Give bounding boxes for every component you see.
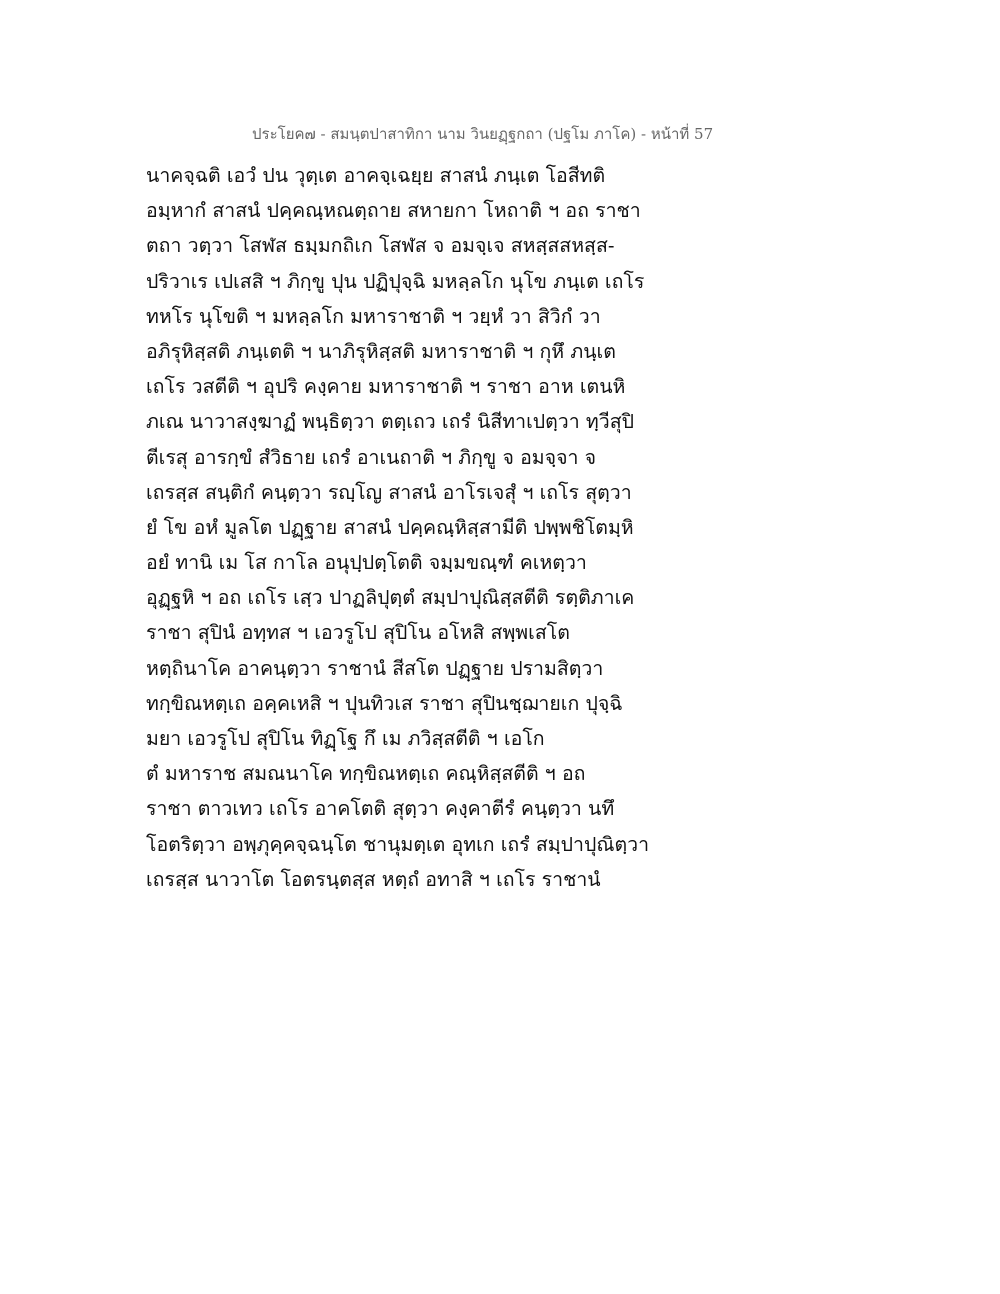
text-line: ทกฺขิณหตฺเถ อคฺคเหสิ ฯ ปุนทิวเส ราชา สุปินชฺฌายเก ปุจฺฉิ (146, 691, 623, 715)
text-line: เถโร วสตีติ ฯ อุปริ คงฺคาย มหาราชาติ ฯ ราชา อาห เตนหิ (146, 375, 626, 399)
text-line: ตํ มหาราช สมณนาโค ทกฺขิณหตฺเถ คณฺหิสฺสตีติ ฯ อถ (146, 762, 586, 786)
text-line: ตีเรสุ อารกฺขํ สํวิธาย เถรํ อาเนถาติ ฯ ภิกฺขู จ อมจฺจา จ (146, 445, 597, 469)
text-line: ทหโร นุโขติ ฯ มหลฺลโก มหาราชาติ ฯ วยฺหํ วา สิวิกํ วา (146, 304, 601, 328)
text-line: อยํ ทานิ เม โส กาโล อนุปฺปตฺโตติ จมฺมขณฺฑํ คเหตฺวา (146, 551, 587, 575)
text-line: ยํ โข อหํ มูลโต ปฏฺฐาย สาสนํ ปคฺคณฺหิสฺสามีติ ปพฺพชิโตมฺหิ (146, 515, 634, 539)
body-text (146, 158, 706, 897)
text-line: อภิรุหิสฺสติ ภนฺเตติ ฯ นาภิรุหิสฺสติ มหาราชาติ ฯ กุหึ ภนฺเต (146, 339, 616, 363)
text-line: หตฺถินาโค อาคนฺตฺวา ราชานํ สีสโต ปฏฺฐาย ปรามสิตฺวา (146, 656, 604, 680)
text-line: อมฺหากํ สาสนํ ปคฺคณฺหณตฺถาย สหายกา โหถาติ ฯ อถ ราชา (146, 199, 641, 223)
text-line: โอตริตฺวา อพฺภุคฺคจฺฉนฺโต ชานุมตฺเต อุทเก เถรํ สมฺปาปุณิตฺวา (146, 832, 650, 856)
text-line: ปริวาเร เปเสสิ ฯ ภิกฺขู ปุน ปฏิปุจฺฉิ มหลฺลโก นุโข ภนฺเต เถโร (146, 269, 645, 293)
text-line: นาคจฺฉติ เอวํ ปน วุตฺเต อาคจฺเฉยฺย สาสนํ ภนฺเต โอสีทติ (146, 164, 606, 187)
text-line: มยา เอวรูโป สุปิโน ทิฏฺโฐ กึ เม ภวิสฺสตีติ ฯ เอโก (146, 727, 545, 750)
text-line: อุฏฺฐหิ ฯ อถ เถโร เสฺว ปาฏลิปุตฺตํ สมฺปาปุณิสฺสตีติ รตฺติภาเค (146, 586, 635, 610)
running-header: ประโยค๗ - สมนฺตปาสาทิกา นาม วินยฏฺฐกถา (ปฐโม ภาโค) - หน้าที่ 57 (252, 125, 714, 143)
text-line: ภเณ นาวาสงฺฆาฏํ พนฺธิตฺวา ตตฺเถว เถรํ นิสีทาเปตฺวา ทฺวีสุปิ (146, 410, 634, 434)
text-line: เถรสฺส นาวาโต โอตรนฺตสฺส หตฺถํ อทาสิ ฯ เถโร ราชานํ (146, 867, 601, 891)
text-line: ราชา ตาวเทว เถโร อาคโตติ สุตฺวา คงฺคาตีรํ คนฺตฺวา นทึ (146, 797, 615, 821)
text-line: ตถา วตฺวา โสฬส ธมฺมกถิเก โสฬส จ อมจฺเจ สหสฺสสหสฺส- (146, 234, 615, 258)
text-line: เถรสฺส สนฺติกํ คนฺตฺวา รญฺโญ สาสนํ อาโรเจสุํ ฯ เถโร สุตฺวา (146, 480, 632, 504)
text-line: ราชา สุปินํ อทฺทส ฯ เอวรูโป สุปิโน อโหสิ สพฺพเสโต (146, 621, 570, 645)
